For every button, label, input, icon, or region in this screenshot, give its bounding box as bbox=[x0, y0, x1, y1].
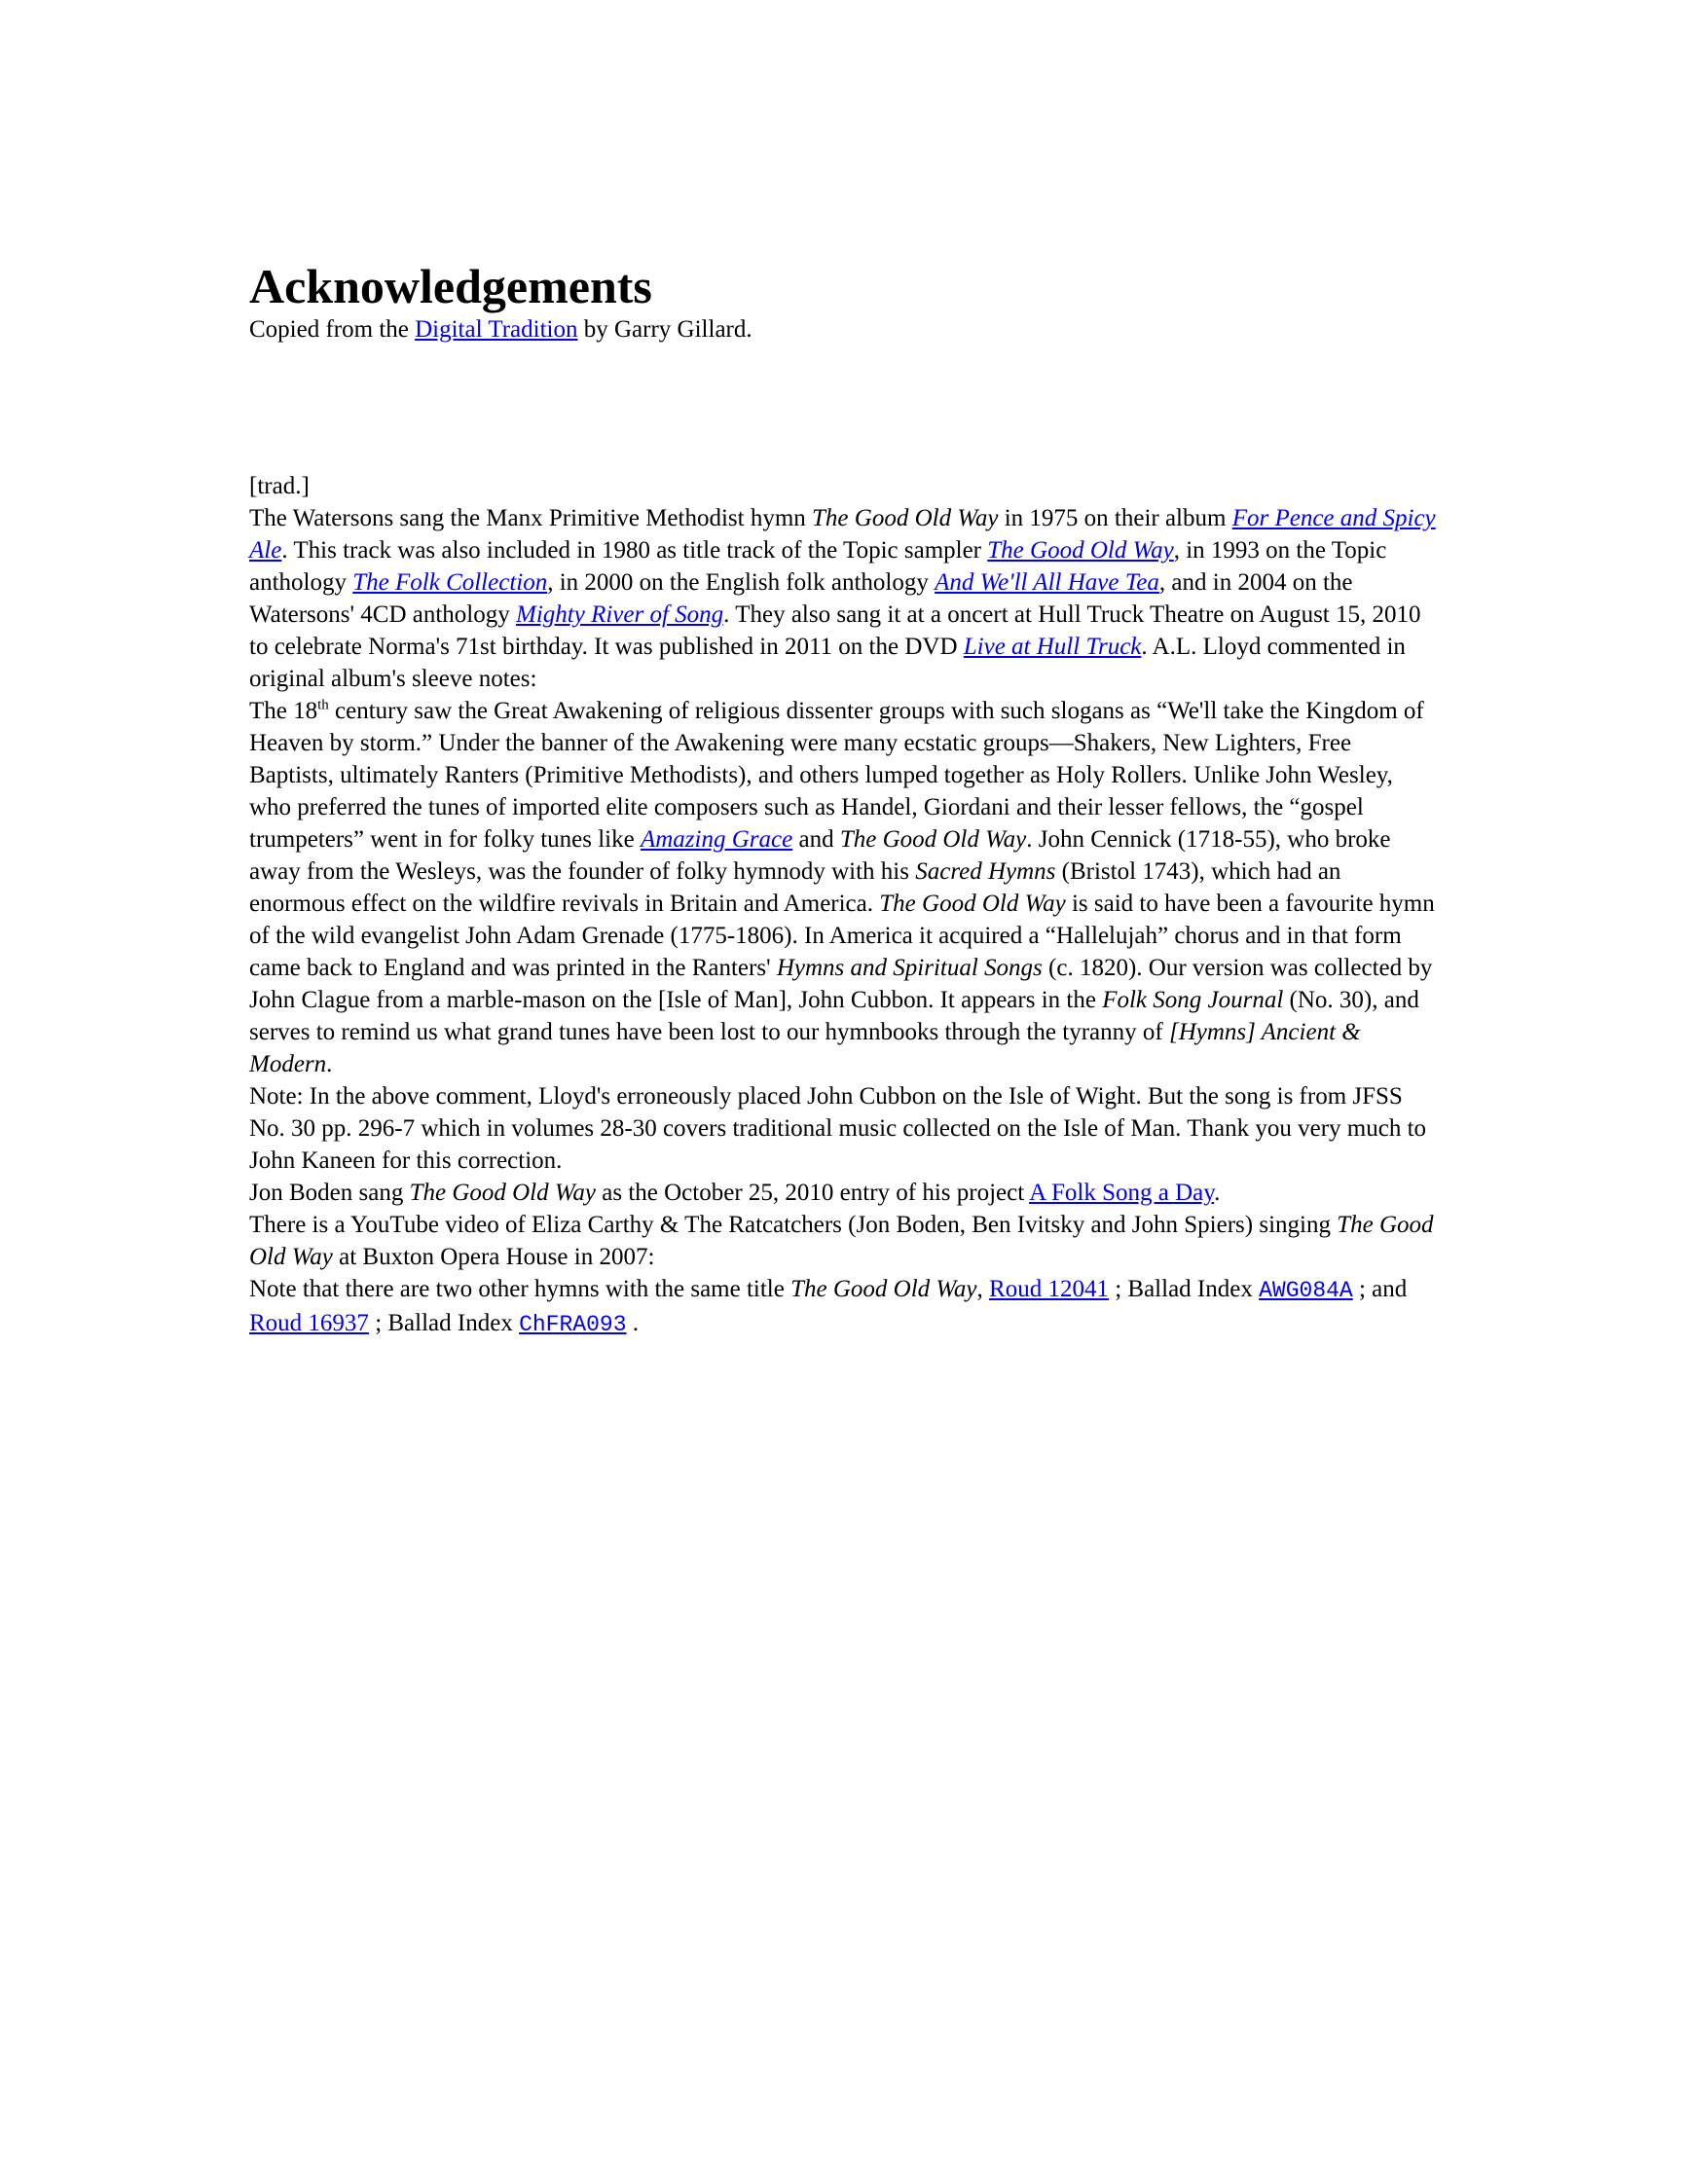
source-credit: Copied from the Digital Tradition by Garry Gillard. bbox=[249, 316, 752, 343]
dvd-link-hull-truck[interactable]: Live at Hull Truck bbox=[963, 634, 1142, 660]
digital-tradition-link[interactable]: Digital Tradition bbox=[415, 316, 578, 343]
paragraph-sleeve-notes: The 18th century saw the Great Awakening of religious dissenter groups with such slogans as “We'll take the Kingdom of Heaven by storm.” Under the banner of the Awakening were many ecstatic groups—Shakers, New Lighters, Free Baptists, ultimately Ranters (Primitive Methodists), and others lumped together as Holy Rollers. Unlike John Wesley, who preferred the tunes of imported elite composers such as Handel, Giordani and their lesser fellows, the “gospel trumpeters” went in for folky tunes like Amazing Grace and The Good Old Way. John Cennick (1718-55), who broke away from the Wesleys, was the founder of folky hymnody with his Sacred Hymns (Bristol 1743), which had an enormous effect on the wildfire revivals in Britain and America. The Good Old Way is said to have been a favourite hymn of the wild evangelist John Adam Grenade (1775-1806). In America it acquired a “Hallelujah” chorus and in that form came back to England and was printed in the Ranters' Hymns and Spiritual Songs (c. 1820). Our version was collected by John Clague from a marble-mason on the [Isle of Man], John Cubbon. It appears in the Folk Song Journal (No. 30), and serves to remind us what grand tunes have been lost to our hymnbooks through the tyranny of [Hymns] Ancient & Modern. bbox=[249, 697, 1435, 1077]
paragraph-jon-boden: Jon Boden sang The Good Old Way as the October 25, 2010 entry of his project A Folk Song a Day. bbox=[249, 1180, 1221, 1206]
page-title: Acknowledgements bbox=[249, 259, 652, 313]
paragraph-note-correction: Note: In the above comment, Lloyd's erroneously placed John Cubbon on the Isle of Wight. But the song is from JFSS No. 30 pp. 296-7 which in volumes 28-30 covers traditional music collected on the Isle of Man. Thank you very much to John Kaneen for this correction. bbox=[249, 1083, 1427, 1174]
album-link-mighty-river[interactable]: Mighty River of Song bbox=[516, 601, 724, 628]
amazing-grace-link[interactable]: Amazing Grace bbox=[640, 826, 793, 853]
album-link-good-old-way[interactable]: The Good Old Way bbox=[987, 537, 1174, 564]
album-link-for-pence[interactable]: For Pence and Spicy Ale bbox=[249, 505, 1436, 564]
paragraph-youtube: There is a YouTube video of Eliza Carthy & The Ratcatchers (Jon Boden, Ben Ivitsky and John Spiers) singing The Good Old Way at Buxton Opera House in 2007: bbox=[249, 1212, 1434, 1270]
paragraph-watersons: The Watersons sang the Manx Primitive Methodist hymn The Good Old Way in 1975 on their album For Pence and Spicy Ale. This track was also included in 1980 as title track of the Topic sampler The Good Old Way, in 1993 on the Topic anthology The Folk Collection, in 2000 on the English folk anthology And We'll All Have Tea, and in 2004 on the Watersons' 4CD anthology Mighty River of Song. They also sang it at a oncert at Hull Truck Theatre on August 15, 2010 to celebrate Norma's 71st birthday. It was published in 2011 on the DVD Live at Hull Truck. A.L. Lloyd commented in original album's sleeve notes: bbox=[249, 505, 1436, 692]
spacer bbox=[249, 346, 1437, 470]
ballad-index-awg084a-link[interactable]: AWG084A bbox=[1259, 1278, 1353, 1303]
folk-song-a-day-link[interactable]: A Folk Song a Day bbox=[1029, 1180, 1215, 1206]
ballad-index-chfra093-link[interactable]: ChFRA093 bbox=[519, 1312, 627, 1337]
roud-12041-link[interactable]: Roud 12041 bbox=[989, 1276, 1109, 1302]
roud-16937-link[interactable]: Roud 16937 bbox=[249, 1310, 369, 1336]
paragraph-other-hymns: Note that there are two other hymns with the same title The Good Old Way, Roud 12041 ; Ballad Index AWG084A ; and Roud 16937 ; Ballad Index ChFRA093 . bbox=[249, 1276, 1408, 1337]
trad-label: [trad.] bbox=[249, 473, 310, 499]
album-link-all-have-tea[interactable]: And We'll All Have Tea bbox=[935, 569, 1159, 596]
album-link-folk-collection[interactable]: The Folk Collection bbox=[352, 569, 548, 596]
document-page bbox=[249, 259, 1437, 1341]
